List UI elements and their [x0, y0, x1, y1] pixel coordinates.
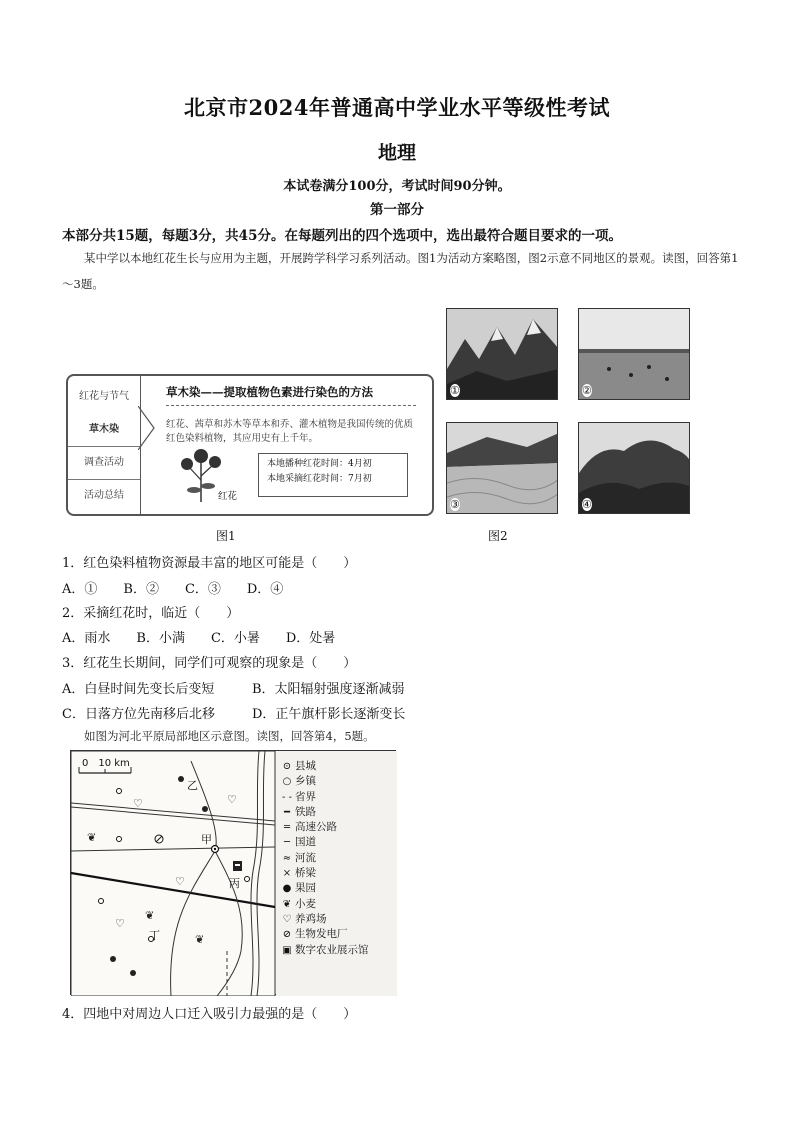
- photo-4-number: ④: [582, 498, 592, 511]
- plant-label: 红花: [218, 491, 238, 502]
- panel-text: 红花、茜草和苏木等草本和乔、灌木植物是我国传统的优质红色染料植物，其应用史有上千年。: [166, 419, 414, 444]
- question-3-option-a: A．白昼时间先变长后变短: [62, 682, 215, 697]
- exhibition-hall-icon: ▣: [282, 944, 292, 956]
- chicken-farm-icon: ♡: [282, 913, 292, 925]
- legend-national-road: ─ 国道: [279, 835, 395, 850]
- question-1-stem: 1．红色染料植物资源最丰富的地区可能是（ ）: [62, 556, 357, 571]
- exam-note: 本试卷满分100分，考试时间90分钟。: [283, 179, 511, 194]
- legend-biomass-plant: ⊘ 生物发电厂: [279, 927, 395, 942]
- exam-title: 北京市2024年普通高中学业水平等级性考试: [184, 95, 610, 120]
- orchard-icon: ●: [282, 883, 292, 895]
- legend-province-border: - - 省界: [279, 790, 395, 805]
- river-icon: ≈: [282, 852, 292, 864]
- figure-1-caption: 图1: [216, 529, 236, 543]
- power-plant-icon: ⊘: [282, 929, 292, 941]
- national-road-icon: ─: [283, 837, 291, 849]
- figure-2-caption: 图2: [488, 529, 508, 543]
- plant-time-box: [258, 453, 408, 497]
- photo-2-grassland: [578, 308, 690, 400]
- svg-text:❦: ❦: [87, 831, 97, 844]
- figure-1-activity-plan: [66, 374, 434, 516]
- tab-3: 调查活动: [68, 446, 140, 480]
- township-icon: ○: [282, 776, 292, 788]
- legend-chicken-farm: ♡ 养鸡场: [279, 912, 395, 927]
- question-4-stem: 4．四地中对周边人口迁入吸引力最强的是（ ）: [62, 1007, 357, 1022]
- legend-orchard: ● 果园: [279, 881, 395, 896]
- wheat-icon: ❦: [282, 898, 292, 910]
- tab-1: 红花与节气: [68, 380, 140, 414]
- tab-2-active: 草木染: [68, 413, 140, 447]
- legend-township: ○ 乡镇: [279, 774, 395, 789]
- legend-county: ⊙ 县城: [279, 759, 395, 774]
- province-border-icon: - -: [282, 791, 292, 803]
- railway-icon: ━: [283, 806, 291, 818]
- photo-2-number: ②: [582, 384, 592, 397]
- panel-divider: [166, 405, 416, 406]
- question-3-stem: 3．红花生长期间，同学们可观察的现象是（ ）: [62, 656, 357, 671]
- part-instruction: 本部分共15题，每题3分，共45分。在每题列出的四个选项中，选出最符合题目要求的一项。: [62, 228, 622, 244]
- legend-agri-hall: ▣ 数字农业展示馆: [279, 943, 395, 958]
- county-icon: ⊙: [282, 761, 292, 772]
- photo-1-mountains: [446, 308, 558, 400]
- legend-wheat: ❦ 小麦: [279, 897, 395, 912]
- place-jia: 甲: [201, 833, 212, 846]
- photo-3-desert: [446, 422, 558, 514]
- legend-railway: ━ 铁路: [279, 805, 395, 820]
- legend-river: ≈ 河流: [279, 851, 395, 866]
- place-bing: 丙: [229, 877, 240, 890]
- svg-text:♡: ♡: [115, 917, 125, 930]
- svg-text:❦: ❦: [145, 909, 155, 922]
- svg-text:♡: ♡: [133, 797, 143, 810]
- tab-pointer-icon: [138, 406, 162, 450]
- place-ding: 丁: [149, 929, 160, 942]
- map-legend: [279, 759, 395, 958]
- photo-4-forest: [578, 422, 690, 514]
- expressway-icon: ═: [283, 822, 291, 834]
- place-yi: 乙: [187, 779, 198, 792]
- pick-time: 本地采摘红花时间：7月初: [267, 474, 372, 484]
- intro-paragraph-2: 如图为河北平原局部地区示意图。读图，回答第4，5题。: [84, 729, 375, 743]
- question-1-options: A．① B．② C．③ D．④: [62, 582, 284, 597]
- hebei-plain-map: [70, 750, 396, 995]
- tab-4: 活动总结: [84, 490, 124, 501]
- question-3-option-d: D．正午旗杆影长逐渐变长: [252, 707, 406, 722]
- intro-paragraph-1: 某中学以本地红花生长与应用为主题，开展跨学科学习系列活动。图1为活动方案略图，图2示意不同地区的景观。读图，回答第1～3题。: [62, 251, 739, 291]
- legend-bridge: × 桥梁: [279, 866, 395, 881]
- bridge-icon: ×: [282, 868, 292, 880]
- part-title: 第一部分: [370, 202, 424, 218]
- subject-title: 地理: [377, 142, 416, 164]
- question-3-option-c: C．日落方位先南移后北移: [62, 707, 215, 722]
- photo-3-number: ③: [450, 498, 460, 511]
- question-2-options: A．雨水 B．小满 C．小暑 D．处暑: [62, 631, 336, 646]
- photo-1-number: ①: [450, 384, 460, 397]
- tab-column: [68, 376, 141, 514]
- map-scale-label: 0 10 km: [82, 758, 130, 769]
- svg-text:♡: ♡: [175, 875, 185, 888]
- panel-title: 草木染——提取植物色素进行染色的方法: [166, 385, 373, 399]
- question-2-stem: 2．采摘红花时，临近（ ）: [62, 606, 240, 621]
- question-3-option-b: B．太阳辐射强度逐渐减弱: [252, 682, 405, 697]
- sow-time: 本地播种红花时间：4月初: [267, 459, 372, 469]
- svg-text:♡: ♡: [227, 793, 237, 806]
- legend-expressway: ═ 高速公路: [279, 820, 395, 835]
- svg-text:❦: ❦: [195, 933, 205, 946]
